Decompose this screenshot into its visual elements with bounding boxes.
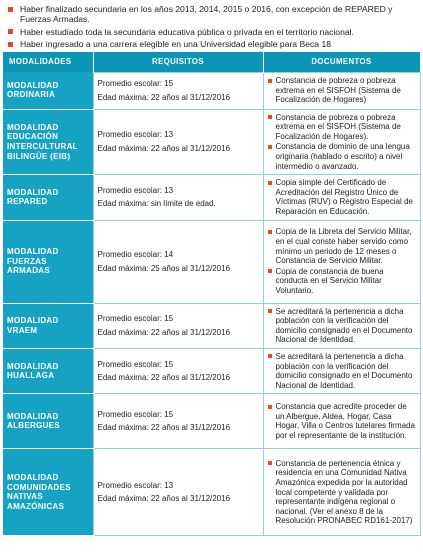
requirement-value: Promedio escolar: 15: [97, 79, 174, 89]
modality-name-line: MODALIDAD: [7, 187, 59, 197]
documents-cell: [263, 220, 420, 303]
document-item: [268, 113, 416, 142]
requirement-value: Promedio escolar: 15: [97, 314, 174, 324]
document-text: Copia simple del Certificado de Acreditación del Registro Único de Víctimas (RUV) o Registro Especial de Reparación en Educación.: [275, 178, 413, 216]
requirements-cell: [93, 72, 263, 109]
bullet-square-icon: [268, 181, 272, 185]
bullet-square-icon: [268, 230, 272, 234]
documents-cell: [263, 449, 420, 536]
modality-name-line: MODALIDAD: [7, 473, 59, 483]
document-text: Constancia que acredite proceder de un Albergue, Aldea, Hogar, Casa Hogar, Villa o Centros tutelares firmada por el representante de la institución.: [275, 402, 415, 440]
table-body: [3, 72, 420, 536]
modalities-table: [3, 52, 421, 537]
table-row: [3, 449, 420, 536]
modality-name-line: ALBERGUES: [7, 421, 60, 431]
modality-name-line: MODALIDAD: [7, 361, 59, 371]
document-item: [268, 352, 416, 390]
requirements-cell: [93, 348, 263, 393]
documents-cell: [263, 394, 420, 449]
requirement-value: Promedio escolar: 13: [97, 130, 174, 140]
bullet-square-icon: [268, 309, 272, 313]
document-item: [268, 142, 416, 171]
modality-cell: [3, 348, 93, 393]
modality-name-line: AMAZÓNICAS: [7, 501, 65, 511]
requirement-value: Edad máxima: 22 años al 31/12/2016: [97, 92, 231, 102]
requirements-cell: [93, 175, 263, 220]
modality-cell: [3, 175, 93, 220]
requirement-value: Promedio escolar: 15: [97, 359, 174, 369]
modality-name-line: ORDINARIA: [7, 90, 56, 100]
bullet-square-icon: [268, 145, 272, 149]
requirements-cell: [93, 449, 263, 536]
requirement-text: Haber ingresado a una carrera elegible en una Universidad elegible para Beca 18: [20, 39, 332, 50]
bullet-square-icon: [8, 42, 13, 47]
table-row: [3, 175, 420, 220]
bullet-square-icon: [268, 461, 272, 465]
modality-name-line: NATIVAS: [7, 492, 44, 502]
table-header-row: [3, 52, 420, 73]
requirement-value: Edad máxima: 25 años al 31/12/2016: [97, 263, 231, 273]
bullet-square-icon: [8, 7, 13, 12]
bullet-square-icon: [8, 29, 13, 34]
requirements-cell: [93, 394, 263, 449]
modality-name-line: REPARED: [7, 197, 48, 207]
modality-name-line: MODALIDAD: [7, 411, 59, 421]
requirement-text: Haber finalizado secundaria en los años 2013, 2014, 2015 o 2016, con excepción de REPARED y Fuerzas Armadas.: [20, 4, 393, 25]
document-item: [268, 227, 416, 265]
table-row: [3, 303, 420, 348]
document-text: Constancia de pobreza o pobreza extrema en el SISFOH (Sistema de Focalización de Hogares): [275, 76, 401, 105]
requirement-value: Promedio escolar: 13: [97, 480, 174, 490]
requirement-value: Promedio escolar: 15: [97, 409, 174, 419]
document-item: [268, 178, 416, 216]
requirement-item: [8, 4, 417, 25]
modality-cell: [3, 449, 93, 536]
modality-name-line: VRAEM: [7, 325, 38, 335]
requirements-cell: [93, 109, 263, 175]
requirement-value: Promedio escolar: 14: [97, 249, 174, 259]
header-modalidades: MODALIDADES: [3, 52, 93, 73]
requirement-value: Edad máxima: 22 años al 31/12/2016: [97, 423, 231, 433]
document-item: [268, 307, 416, 345]
modality-name-line: ARMADAS: [7, 266, 50, 276]
modality-name-line: BILINGÜE (EIB): [7, 151, 71, 161]
modality-cell: [3, 394, 93, 449]
table-row: [3, 72, 420, 109]
general-requirements: [0, 0, 423, 50]
modality-cell: [3, 109, 93, 175]
requirement-item: [8, 27, 417, 37]
modality-name-line: MODALIDAD: [7, 122, 59, 132]
document-text: Copia de la Libreta del Servicio Militar, en el cual conste haber servido como mínimo un periodo de 12 meses o Constancia de Servicio Militar.: [275, 227, 412, 266]
requirement-value: Edad máxima: 22 años al 31/12/2016: [97, 373, 231, 383]
bullet-square-icon: [268, 79, 272, 83]
modality-name-line: FUERZAS: [7, 256, 47, 266]
document-text: Se acreditará la pertenencia a dicha población con la verificación del domicilio consignado en el Documento Nacional de Identidad.: [275, 306, 413, 345]
requirements-cell: [93, 303, 263, 348]
bullet-square-icon: [268, 115, 272, 119]
document-text: Se acreditará la pertenencia a dicha población con la verificación del domicilio consignado en el Documento Nacional de Identidad.: [275, 351, 413, 390]
document-item: [268, 402, 416, 440]
modality-name-line: EDUCACIÓN: [7, 132, 59, 142]
requirement-value: Edad máxima: sin límite de edad.: [97, 199, 216, 209]
document-text: Constancia de pobreza o pobreza extrema en el SISFOH (Sistema de Focalización de Hogares).: [275, 112, 401, 141]
modality-name-line: MODALIDAD: [7, 247, 59, 257]
requirements-cell: [93, 220, 263, 303]
documents-cell: [263, 348, 420, 393]
modality-name-line: HUALLAGA: [7, 371, 55, 381]
document-text: Copia de constancia de buena conducta en el Servicio Militar Voluntario.: [275, 266, 384, 296]
modality-cell: [3, 72, 93, 109]
table-row: [3, 220, 420, 303]
documents-cell: [263, 175, 420, 220]
documents-cell: [263, 303, 420, 348]
modality-name-line: MODALIDAD: [7, 80, 59, 90]
requirement-item: [8, 39, 417, 49]
documents-cell: [263, 72, 420, 109]
table-row: [3, 348, 420, 393]
bullet-square-icon: [268, 354, 272, 358]
requirement-value: Promedio escolar: 13: [97, 185, 174, 195]
modality-name-line: MODALIDAD: [7, 316, 59, 326]
document-item: [268, 459, 416, 526]
document-text: Constancia de pertenencia étnica y residencia en una Comunidad Nativa Amazónica expedida por la autoridad local competente y validada por representante indígena regional o nacional. (Ver el anexo 8 de la Resolución PRONABEC RD161-2017): [275, 458, 413, 526]
bullet-square-icon: [268, 405, 272, 409]
requirement-value: Edad máxima: 22 años al 31/12/2016: [97, 143, 231, 153]
modality-cell: [3, 220, 93, 303]
documents-cell: [263, 109, 420, 175]
requirement-text: Haber estudiado toda la secundaria educativa pública o privada en el territorio nacional.: [20, 26, 354, 37]
requirement-value: Edad máxima: 22 años al 31/12/2016: [97, 327, 231, 337]
table-row: [3, 394, 420, 449]
modality-name-line: INTERCULTURAL: [7, 141, 78, 151]
document-text: Constancia de dominio de una lengua originaria (hablado o escrito) a nivel intermedio o avanzado.: [275, 142, 410, 171]
header-requisitos: REQUISITOS: [93, 52, 263, 73]
modality-cell: [3, 303, 93, 348]
table-row: [3, 109, 420, 175]
header-documentos: DOCUMENTOS: [263, 52, 420, 73]
document-item: [268, 267, 416, 296]
modality-name-line: COMUNIDADES: [7, 482, 71, 492]
bullet-square-icon: [268, 269, 272, 273]
requirement-value: Edad máxima: 22 años al 31/12/2016: [97, 494, 231, 504]
document-item: [268, 76, 416, 105]
